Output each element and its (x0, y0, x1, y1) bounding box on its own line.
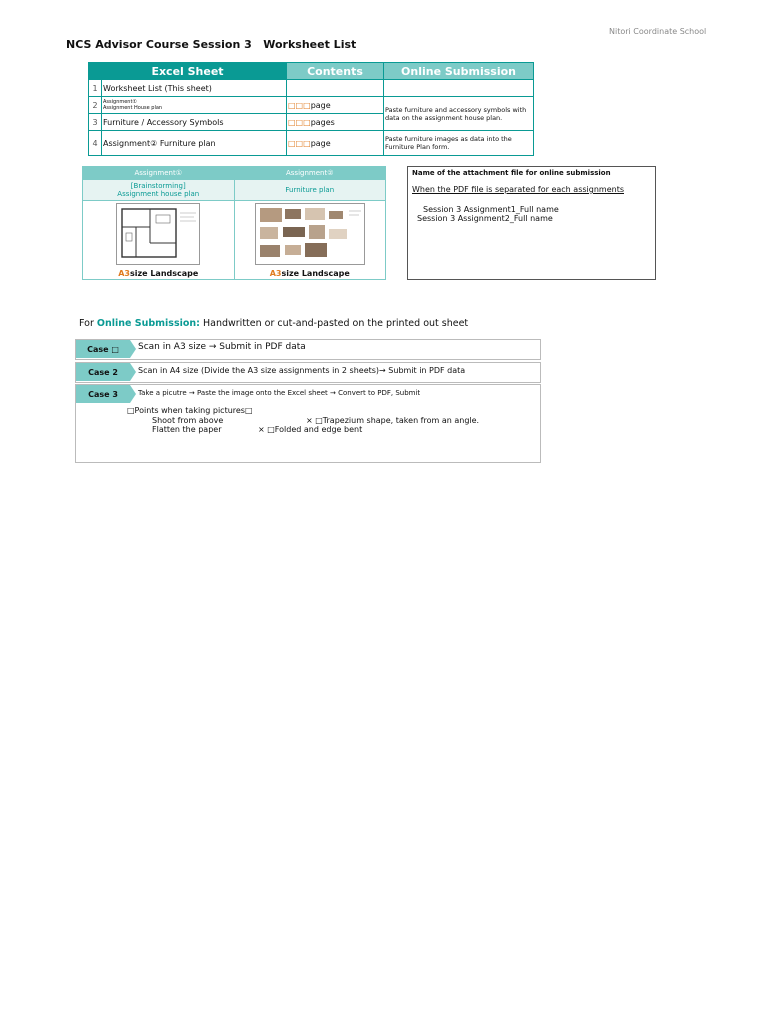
case-2-text: Scan in A4 size (Divide the A3 size assignments in 2 sheets)→ Submit in PDF data (138, 366, 466, 375)
attachment-note: When the PDF file is separated for each assignments (412, 185, 624, 194)
case-2-label: Case 2 (76, 363, 130, 381)
header-online-submission: Online Submission (384, 63, 534, 80)
size-orientation: size Landscape (129, 268, 199, 278)
contents-unit: page (310, 138, 331, 148)
row-online (384, 80, 534, 97)
intro-prefix: For (79, 318, 97, 329)
assignment1-size (83, 269, 234, 278)
a3-label: A3 (269, 268, 282, 278)
attachment-name-1: Session 3 Assignment1_Full name (423, 205, 559, 214)
blank-squares: □□□ (288, 100, 311, 110)
row-contents (287, 114, 384, 131)
case-3-row (75, 384, 541, 463)
case-3-label: Case 3 (76, 385, 130, 403)
blank-squares: □□□ (288, 138, 311, 148)
point-dont-1: × □Trapezium shape, taken from an angle. (306, 416, 480, 425)
page-title: NCS Advisor Course Session 3 Worksheet List (66, 38, 357, 51)
assignment2-size (235, 269, 386, 278)
table-row (89, 97, 534, 114)
table-row (89, 80, 534, 97)
assignment1-sub1: [Brainstorming] (130, 182, 186, 190)
row-sheet: Furniture / Accessory Symbols (102, 114, 287, 131)
floor-plan-thumbnail (116, 203, 200, 265)
row-sheet: Assignment② Furniture plan (102, 131, 287, 156)
case-2-row (75, 362, 541, 383)
table-header-row (89, 63, 534, 80)
school-name: Nitori Coordinate School (609, 27, 707, 36)
row-contents (287, 80, 384, 97)
case-3-text: Take a picutre → Paste the image onto the Excel sheet → Convert to PDF, Submit (138, 389, 421, 397)
row-sheet: Worksheet List (This sheet) (102, 80, 287, 97)
attachment-name-box (407, 166, 656, 280)
furniture-plan-thumbnail (255, 203, 365, 265)
assignment2-header: Assignment② (234, 167, 386, 180)
row-number: 3 (89, 114, 102, 131)
attachment-name-2: Session 3 Assignment2_Full name (417, 214, 553, 223)
assignment2-subtitle (234, 180, 386, 201)
point-do-1: Shoot from above (152, 416, 224, 425)
case-1-row (75, 339, 541, 360)
point-dont-2: × □Folded and edge bent (258, 425, 363, 434)
a3-label: A3 (118, 268, 130, 278)
point-do-2: Flatten the paper (152, 425, 222, 434)
header-contents: Contents (287, 63, 384, 80)
intro-highlight: Online Submission: (96, 318, 200, 329)
row-online: Paste furniture images as data into the Furniture Plan form. (384, 131, 534, 156)
attachment-title: Name of the attachment file for online submission (412, 169, 611, 177)
intro-rest: Handwritten or cut-and-pasted on the printed out sheet (199, 318, 469, 329)
case-1-label: Case □ (76, 340, 130, 358)
row-number: 4 (89, 131, 102, 156)
assignment2-preview (234, 201, 386, 280)
assignment2-sub1: Furniture plan (285, 186, 335, 194)
row-contents (287, 131, 384, 156)
contents-unit: page (310, 100, 331, 110)
blank-squares: □□□ (288, 117, 311, 127)
assignment1-subtitle (83, 180, 235, 201)
assignment1-sub2: Assignment house plan (117, 190, 200, 198)
row-number: 2 (89, 97, 102, 114)
case-1-text: Scan in A3 size → Submit in PDF data (138, 342, 306, 352)
row-sheet (102, 97, 287, 114)
row-number: 1 (89, 80, 102, 97)
table-row (89, 131, 534, 156)
size-orientation: size Landscape (281, 268, 350, 278)
assignment1-preview (83, 201, 235, 280)
row-sheet-line2: Assignment House plan (103, 105, 163, 111)
worksheet-table (88, 62, 534, 156)
row-contents (287, 97, 384, 114)
row-sheet-line1: Assignment① (103, 99, 137, 105)
online-submission-intro (79, 318, 468, 329)
points-title: □Points when taking pictures□ (127, 406, 253, 415)
contents-unit: pages (310, 117, 335, 127)
assignment-previews (82, 166, 386, 280)
header-excel-sheet: Excel Sheet (89, 63, 287, 80)
row-online: Paste furniture and accessory symbols with data on the assignment house plan. (384, 97, 534, 131)
assignment1-header: Assignment① (83, 167, 235, 180)
